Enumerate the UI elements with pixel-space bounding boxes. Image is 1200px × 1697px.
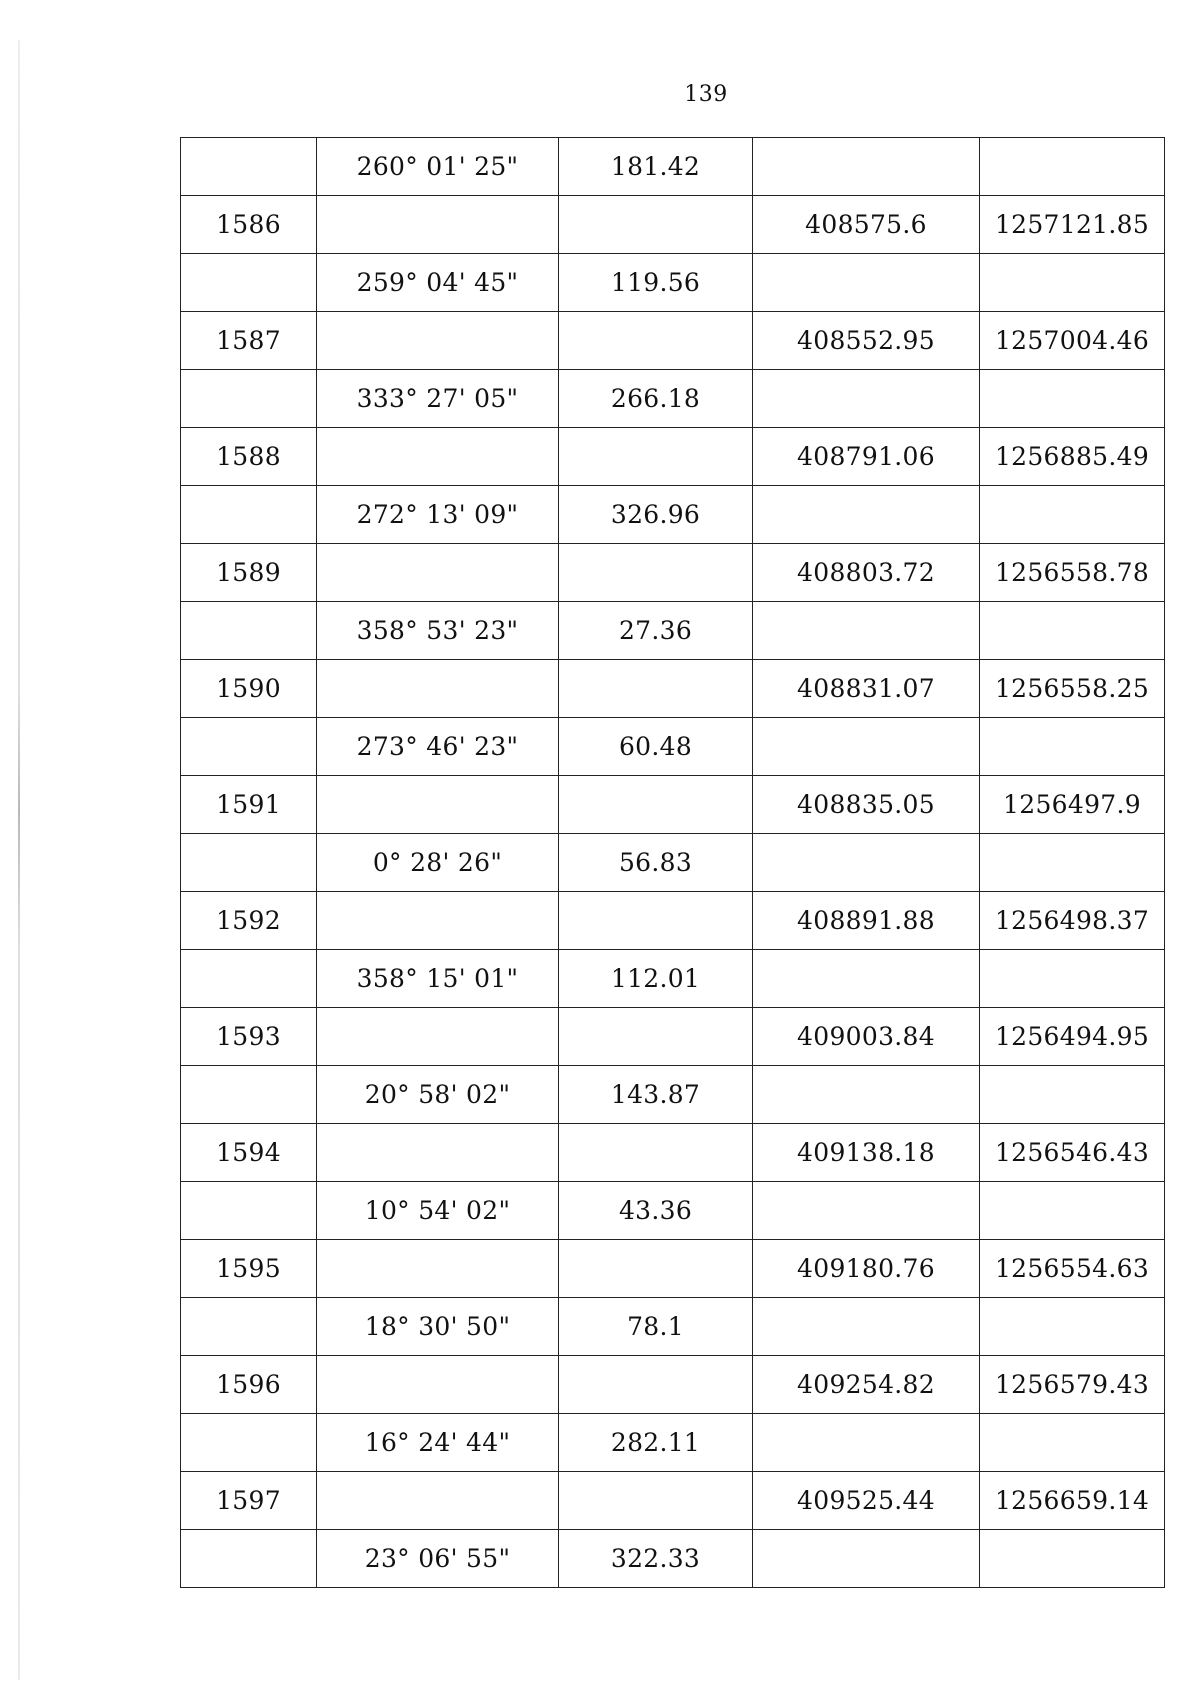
easting-cell [753, 254, 980, 312]
distance-cell [559, 312, 753, 370]
table-row [181, 834, 1165, 892]
table-row [181, 196, 1165, 254]
station-cell: 1595 [181, 1240, 317, 1298]
easting-cell: 409525.44 [753, 1472, 980, 1530]
coordinate-table [180, 137, 1165, 1588]
northing-cell [980, 138, 1165, 196]
bearing-cell: 259° 04' 45" [317, 254, 559, 312]
bearing-cell: 272° 13' 09" [317, 486, 559, 544]
distance-cell [559, 660, 753, 718]
northing-cell: 1257004.46 [980, 312, 1165, 370]
bearing-cell: 358° 53' 23" [317, 602, 559, 660]
distance-cell: 266.18 [559, 370, 753, 428]
northing-cell [980, 1414, 1165, 1472]
station-cell: 1593 [181, 1008, 317, 1066]
table-row [181, 1298, 1165, 1356]
bearing-cell [317, 1472, 559, 1530]
table-row [181, 1530, 1165, 1588]
bearing-cell [317, 1356, 559, 1414]
easting-cell [753, 950, 980, 1008]
bearing-cell [317, 312, 559, 370]
table-row [181, 428, 1165, 486]
northing-cell [980, 834, 1165, 892]
northing-cell: 1256558.78 [980, 544, 1165, 602]
station-cell: 1597 [181, 1472, 317, 1530]
distance-cell: 143.87 [559, 1066, 753, 1124]
bearing-cell [317, 1008, 559, 1066]
station-cell [181, 602, 317, 660]
northing-cell: 1256558.25 [980, 660, 1165, 718]
station-cell [181, 1414, 317, 1472]
station-cell: 1594 [181, 1124, 317, 1182]
table-row [181, 776, 1165, 834]
easting-cell [753, 834, 980, 892]
station-cell [181, 1066, 317, 1124]
table-row [181, 544, 1165, 602]
bearing-cell: 333° 27' 05" [317, 370, 559, 428]
bearing-cell [317, 892, 559, 950]
easting-cell: 409138.18 [753, 1124, 980, 1182]
easting-cell [753, 1298, 980, 1356]
northing-cell: 1257121.85 [980, 196, 1165, 254]
easting-cell: 409254.82 [753, 1356, 980, 1414]
table-row [181, 1124, 1165, 1182]
distance-cell [559, 544, 753, 602]
table-row [181, 602, 1165, 660]
scan-binding-edge [18, 40, 20, 1680]
bearing-cell: 23° 06' 55" [317, 1530, 559, 1588]
distance-cell [559, 428, 753, 486]
bearing-cell: 0° 28' 26" [317, 834, 559, 892]
table-row [181, 892, 1165, 950]
table-row [181, 312, 1165, 370]
distance-cell: 119.56 [559, 254, 753, 312]
northing-cell: 1256497.9 [980, 776, 1165, 834]
table-row [181, 1066, 1165, 1124]
easting-cell: 408803.72 [753, 544, 980, 602]
distance-cell [559, 1008, 753, 1066]
northing-cell [980, 950, 1165, 1008]
station-cell: 1596 [181, 1356, 317, 1414]
table-row [181, 138, 1165, 196]
station-cell [181, 486, 317, 544]
distance-cell: 112.01 [559, 950, 753, 1008]
easting-cell [753, 1414, 980, 1472]
northing-cell [980, 602, 1165, 660]
northing-cell: 1256659.14 [980, 1472, 1165, 1530]
station-cell: 1588 [181, 428, 317, 486]
station-cell: 1592 [181, 892, 317, 950]
station-cell [181, 950, 317, 1008]
northing-cell: 1256546.43 [980, 1124, 1165, 1182]
table-row [181, 1472, 1165, 1530]
bearing-cell: 273° 46' 23" [317, 718, 559, 776]
bearing-cell [317, 1124, 559, 1182]
table-row [181, 370, 1165, 428]
bearing-cell [317, 196, 559, 254]
distance-cell [559, 1124, 753, 1182]
easting-cell [753, 602, 980, 660]
table-row [181, 1182, 1165, 1240]
station-cell: 1587 [181, 312, 317, 370]
bearing-cell [317, 544, 559, 602]
distance-cell: 326.96 [559, 486, 753, 544]
table-row [181, 660, 1165, 718]
northing-cell [980, 718, 1165, 776]
table-row [181, 950, 1165, 1008]
northing-cell [980, 486, 1165, 544]
table-row [181, 1240, 1165, 1298]
northing-cell [980, 1066, 1165, 1124]
easting-cell: 408891.88 [753, 892, 980, 950]
distance-cell [559, 196, 753, 254]
station-cell [181, 254, 317, 312]
northing-cell: 1256498.37 [980, 892, 1165, 950]
bearing-cell: 358° 15' 01" [317, 950, 559, 1008]
station-cell [181, 1298, 317, 1356]
distance-cell [559, 1240, 753, 1298]
bearing-cell [317, 428, 559, 486]
station-cell: 1586 [181, 196, 317, 254]
station-cell [181, 138, 317, 196]
northing-cell [980, 370, 1165, 428]
easting-cell: 408831.07 [753, 660, 980, 718]
table-row [181, 1414, 1165, 1472]
bearing-cell: 18° 30' 50" [317, 1298, 559, 1356]
table-row [181, 718, 1165, 776]
distance-cell: 27.36 [559, 602, 753, 660]
station-cell: 1591 [181, 776, 317, 834]
easting-cell [753, 718, 980, 776]
northing-cell [980, 1182, 1165, 1240]
station-cell [181, 370, 317, 428]
bearing-cell [317, 660, 559, 718]
table-row [181, 486, 1165, 544]
distance-cell: 43.36 [559, 1182, 753, 1240]
bearing-cell [317, 1240, 559, 1298]
page-number: 139 [684, 82, 728, 107]
station-cell [181, 1530, 317, 1588]
easting-cell: 408835.05 [753, 776, 980, 834]
easting-cell: 409003.84 [753, 1008, 980, 1066]
distance-cell [559, 776, 753, 834]
bearing-cell: 16° 24' 44" [317, 1414, 559, 1472]
distance-cell [559, 1472, 753, 1530]
bearing-cell [317, 776, 559, 834]
table-row [181, 1008, 1165, 1066]
bearing-cell: 20° 58' 02" [317, 1066, 559, 1124]
northing-cell: 1256579.43 [980, 1356, 1165, 1414]
northing-cell: 1256494.95 [980, 1008, 1165, 1066]
table-row [181, 254, 1165, 312]
easting-cell: 409180.76 [753, 1240, 980, 1298]
distance-cell: 282.11 [559, 1414, 753, 1472]
easting-cell [753, 486, 980, 544]
station-cell [181, 718, 317, 776]
coordinate-table-body [181, 138, 1165, 1588]
table-row [181, 1356, 1165, 1414]
distance-cell [559, 1356, 753, 1414]
distance-cell: 56.83 [559, 834, 753, 892]
bearing-cell: 10° 54' 02" [317, 1182, 559, 1240]
distance-cell: 181.42 [559, 138, 753, 196]
distance-cell [559, 892, 753, 950]
easting-cell: 408552.95 [753, 312, 980, 370]
distance-cell: 60.48 [559, 718, 753, 776]
station-cell: 1589 [181, 544, 317, 602]
easting-cell [753, 1066, 980, 1124]
station-cell [181, 1182, 317, 1240]
distance-cell: 78.1 [559, 1298, 753, 1356]
easting-cell [753, 1182, 980, 1240]
easting-cell [753, 1530, 980, 1588]
northing-cell: 1256554.63 [980, 1240, 1165, 1298]
bearing-cell: 260° 01' 25" [317, 138, 559, 196]
northing-cell [980, 254, 1165, 312]
station-cell: 1590 [181, 660, 317, 718]
northing-cell: 1256885.49 [980, 428, 1165, 486]
northing-cell [980, 1298, 1165, 1356]
easting-cell [753, 370, 980, 428]
station-cell [181, 834, 317, 892]
easting-cell: 408575.6 [753, 196, 980, 254]
distance-cell: 322.33 [559, 1530, 753, 1588]
northing-cell [980, 1530, 1165, 1588]
easting-cell [753, 138, 980, 196]
easting-cell: 408791.06 [753, 428, 980, 486]
